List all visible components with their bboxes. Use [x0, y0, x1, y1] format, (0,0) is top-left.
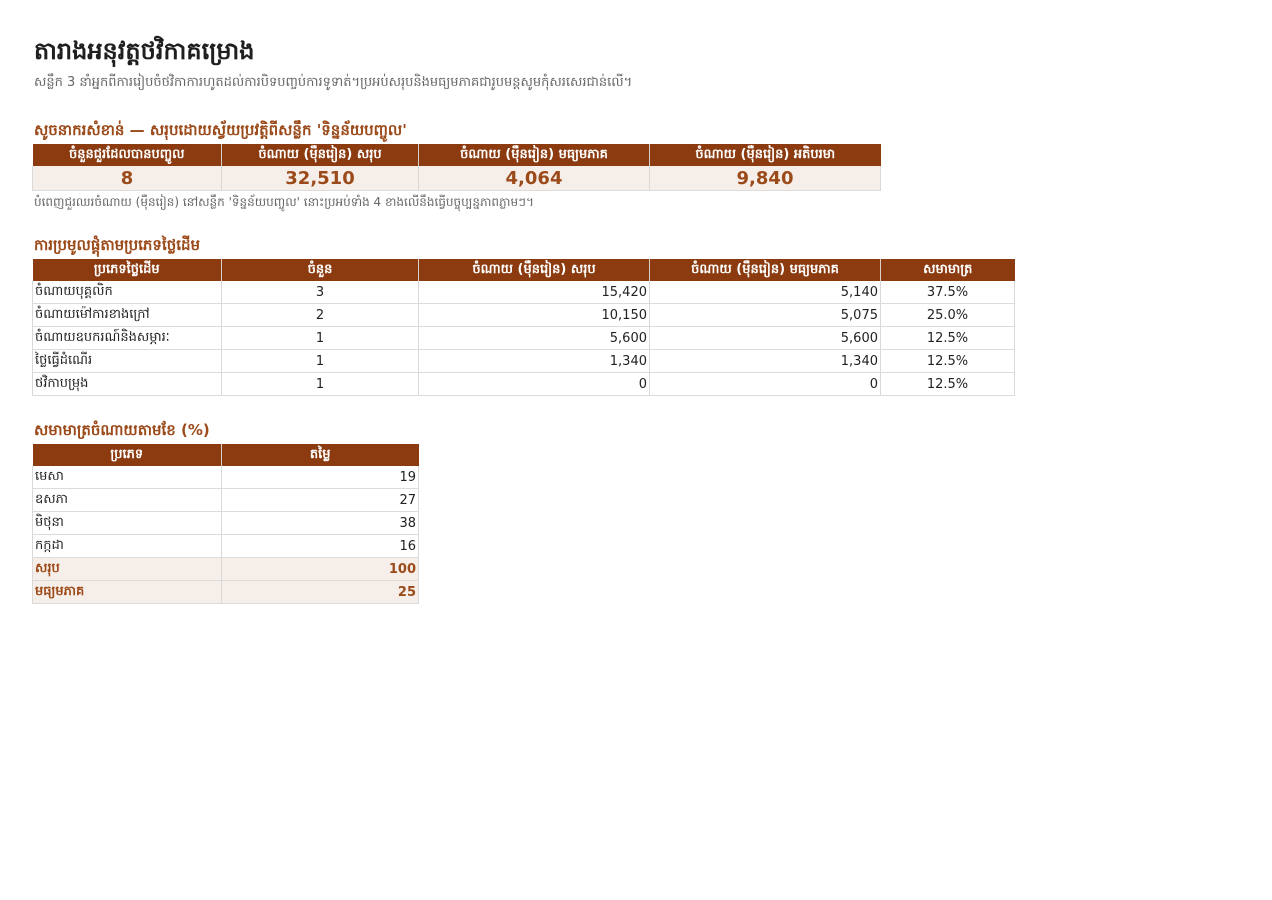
table-row — [33, 327, 1015, 350]
category-section-title: ការប្រមូលផ្តុំតាមប្រភេទថ្លៃដើម — [34, 236, 201, 254]
total-value-cell[interactable]: 100 — [222, 558, 419, 581]
table-cell[interactable]: មិថុនា — [33, 512, 222, 535]
summary-header-cell[interactable]: ចំណាយ (ម៉ឺនរៀន) មធ្យមភាគ — [419, 144, 650, 166]
table-cell[interactable]: 3 — [222, 281, 419, 304]
table-cell[interactable]: ចំណាយម៉ៅការខាងក្រៅ — [33, 304, 222, 327]
table-cell[interactable]: 1,340 — [419, 350, 650, 373]
table-cell[interactable]: ថវិកាបម្រុង — [33, 373, 222, 396]
table-row — [33, 535, 419, 558]
table-cell[interactable]: 1 — [222, 350, 419, 373]
table-cell[interactable]: 10,150 — [419, 304, 650, 327]
table-cell[interactable]: កក្កដា — [33, 535, 222, 558]
table-cell[interactable]: 25.0% — [881, 304, 1015, 327]
total-row — [33, 558, 419, 581]
table-cell[interactable]: ចំណាយឧបករណ៍និងសម្ភារៈ — [33, 327, 222, 350]
category-table — [32, 259, 1015, 396]
table-cell[interactable]: 0 — [419, 373, 650, 396]
summary-value-cell[interactable]: 9,840 — [650, 166, 881, 191]
table-cell[interactable]: 1 — [222, 373, 419, 396]
table-row — [33, 304, 1015, 327]
summary-value-cell[interactable]: 32,510 — [222, 166, 419, 191]
table-cell[interactable]: 1 — [222, 327, 419, 350]
table-row — [33, 350, 1015, 373]
table-cell[interactable]: 15,420 — [419, 281, 650, 304]
page-title: តារាងអនុវត្តថវិកាគម្រោង — [34, 37, 255, 65]
table-cell[interactable]: មេសា — [33, 466, 222, 489]
summary-section-title: សូចនាករសំខាន់ — សរុបដោយស្វ័យប្រវត្តិពីសន្លឹក 'ទិន្នន័យបញ្ចូល' — [34, 121, 407, 139]
table-cell[interactable]: 12.5% — [881, 350, 1015, 373]
summary-table — [32, 144, 881, 191]
table-cell[interactable]: 27 — [222, 489, 419, 512]
category-header-cell[interactable]: ប្រភេទថ្លៃដើម — [33, 259, 222, 281]
table-cell[interactable]: 5,600 — [419, 327, 650, 350]
category-header-cell[interactable]: សមាមាត្រ — [881, 259, 1015, 281]
summary-note: បំពេញជួរឈរចំណាយ (ម៉ឺនរៀន) នៅសន្លឹក 'ទិន្នន័យបញ្ចូល' នោះប្រអប់ទាំង 4 ខាងលើនឹងធ្វើបច្ចុប្បន្នភាពភ្លាមៗ។ — [34, 195, 534, 209]
summary-header-cell[interactable]: ចំណាយ (ម៉ឺនរៀន) សរុប — [222, 144, 419, 166]
table-cell[interactable]: 5,600 — [650, 327, 881, 350]
table-cell[interactable]: 5,075 — [650, 304, 881, 327]
table-cell[interactable]: 5,140 — [650, 281, 881, 304]
table-cell[interactable]: ចំណាយបុគ្គលិក — [33, 281, 222, 304]
page-subtitle: សន្លឹក 3 នាំអ្នកពីការរៀបចំថវិកាការហូតដល់ការបិទបញ្ចប់ការទូទាត់។ប្រអប់សរុបនិងមធ្យមភាគជារូបមន្តសូមកុំសរសេរជាន់លើ។ — [34, 75, 633, 90]
monthly-table — [32, 444, 419, 604]
table-row — [33, 512, 419, 535]
table-cell[interactable]: 38 — [222, 512, 419, 535]
average-row — [33, 581, 419, 604]
monthly-header-row — [33, 444, 419, 466]
table-cell[interactable]: 12.5% — [881, 373, 1015, 396]
table-cell[interactable]: 0 — [650, 373, 881, 396]
average-label-cell[interactable]: មធ្យមភាគ — [33, 581, 222, 604]
category-header-cell[interactable]: ចំនួន — [222, 259, 419, 281]
table-cell[interactable]: 12.5% — [881, 327, 1015, 350]
table-cell[interactable]: ថ្លៃធ្វើដំណើរ — [33, 350, 222, 373]
table-cell[interactable]: ឧសភា — [33, 489, 222, 512]
table-cell[interactable]: 2 — [222, 304, 419, 327]
total-label-cell[interactable]: សរុប — [33, 558, 222, 581]
summary-value-cell[interactable]: 8 — [33, 166, 222, 191]
category-header-cell[interactable]: ចំណាយ (ម៉ឺនរៀន) សរុប — [419, 259, 650, 281]
table-cell[interactable]: 19 — [222, 466, 419, 489]
monthly-header-cell[interactable]: តម្លៃ — [222, 444, 419, 466]
summary-header-cell[interactable]: ចំណាយ (ម៉ឺនរៀន) អតិបរមា — [650, 144, 881, 166]
table-cell[interactable]: 1,340 — [650, 350, 881, 373]
table-row — [33, 466, 419, 489]
average-value-cell[interactable]: 25 — [222, 581, 419, 604]
table-row — [33, 281, 1015, 304]
category-header-row — [33, 259, 1015, 281]
category-header-cell[interactable]: ចំណាយ (ម៉ឺនរៀន) មធ្យមភាគ — [650, 259, 881, 281]
table-row — [33, 373, 1015, 396]
summary-header-cell[interactable]: ចំនួនជួរដែលបានបញ្ចូល — [33, 144, 222, 166]
summary-header-row — [33, 144, 881, 166]
summary-value-cell[interactable]: 4,064 — [419, 166, 650, 191]
monthly-header-cell[interactable]: ប្រភេទ — [33, 444, 222, 466]
monthly-section-title: សមាមាត្រចំណាយតាមខែ (%) — [34, 421, 210, 439]
table-cell[interactable]: 37.5% — [881, 281, 1015, 304]
summary-value-row — [33, 166, 881, 191]
table-cell[interactable]: 16 — [222, 535, 419, 558]
table-row — [33, 489, 419, 512]
